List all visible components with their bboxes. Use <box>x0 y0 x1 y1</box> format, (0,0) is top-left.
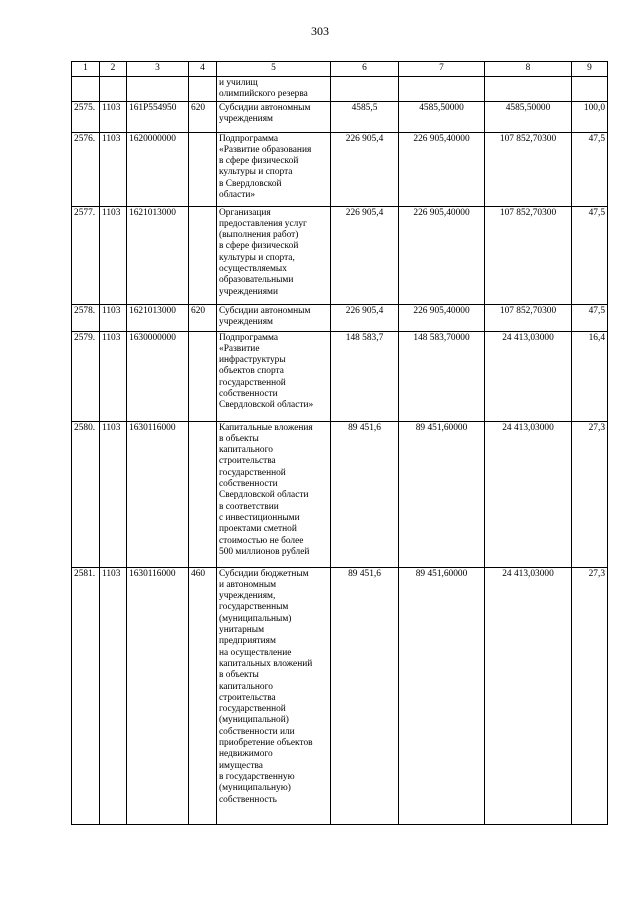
row-number: 2575. <box>72 101 100 132</box>
col6-value: 226 905,4 <box>331 132 399 206</box>
target-code <box>127 77 189 102</box>
col8-value: 4585,50000 <box>485 101 572 132</box>
col6-value: 89 451,6 <box>331 421 399 567</box>
table-row <box>72 304 608 331</box>
col8-value: 24 413,03000 <box>485 421 572 567</box>
col8-value <box>485 77 572 102</box>
col9-value: 16,4 <box>572 331 608 421</box>
expense-type: 620 <box>189 304 217 331</box>
expense-type: 460 <box>189 567 217 824</box>
target-code: 1621013000 <box>127 304 189 331</box>
col6-value <box>331 77 399 102</box>
section-code: 1103 <box>100 304 127 331</box>
expense-type <box>189 331 217 421</box>
expense-type: 620 <box>189 101 217 132</box>
table-row <box>72 101 608 132</box>
expense-type <box>189 132 217 206</box>
section-code: 1103 <box>100 206 127 304</box>
table-row <box>72 567 608 824</box>
budget-table <box>71 61 608 825</box>
col7-value: 89 451,60000 <box>399 567 485 824</box>
section-code: 1103 <box>100 331 127 421</box>
col6-value: 226 905,4 <box>331 206 399 304</box>
col7-value: 4585,50000 <box>399 101 485 132</box>
target-code: 1620000000 <box>127 132 189 206</box>
expense-type <box>189 421 217 567</box>
col6-value: 89 451,6 <box>331 567 399 824</box>
section-code: 1103 <box>100 421 127 567</box>
col7-value: 148 583,70000 <box>399 331 485 421</box>
col9-value: 27,3 <box>572 421 608 567</box>
col8-value: 107 852,70300 <box>485 304 572 331</box>
section-code: 1103 <box>100 567 127 824</box>
column-header: 7 <box>399 62 485 77</box>
col8-value: 24 413,03000 <box>485 331 572 421</box>
item-name: Организация предоставления услуг (выполнения работ) в сфере физической культуры и спорта, осуществляемых образовательными учреждениями <box>217 206 331 304</box>
row-number: 2581. <box>72 567 100 824</box>
table-row <box>72 331 608 421</box>
target-code: 1630000000 <box>127 331 189 421</box>
expense-type <box>189 206 217 304</box>
col9-value: 47,5 <box>572 206 608 304</box>
item-name: Подпрограмма «Развитие инфраструктуры объектов спорта государственной собственности Свердловской области» <box>217 331 331 421</box>
table-row <box>72 132 608 206</box>
item-name: Подпрограмма «Развитие образования в сфере физической культуры и спорта в Свердловской области» <box>217 132 331 206</box>
col6-value: 4585,5 <box>331 101 399 132</box>
col6-value: 148 583,7 <box>331 331 399 421</box>
row-number <box>72 77 100 102</box>
row-number: 2578. <box>72 304 100 331</box>
col9-value: 47,5 <box>572 304 608 331</box>
col6-value: 226 905,4 <box>331 304 399 331</box>
column-header: 1 <box>72 62 100 77</box>
col7-value <box>399 77 485 102</box>
expense-type <box>189 77 217 102</box>
target-code: 1621013000 <box>127 206 189 304</box>
column-header: 2 <box>100 62 127 77</box>
col8-value: 107 852,70300 <box>485 206 572 304</box>
col9-value: 100,0 <box>572 101 608 132</box>
table-row <box>72 206 608 304</box>
column-header: 4 <box>189 62 217 77</box>
section-code <box>100 77 127 102</box>
target-code: 1630116000 <box>127 421 189 567</box>
table-row <box>72 421 608 567</box>
table-header-row <box>72 62 608 77</box>
row-number: 2576. <box>72 132 100 206</box>
item-name: Субсидии автономным учреждениям <box>217 101 331 132</box>
column-header: 9 <box>572 62 608 77</box>
item-name: Субсидии автономным учреждениям <box>217 304 331 331</box>
col8-value: 24 413,03000 <box>485 567 572 824</box>
column-header: 5 <box>217 62 331 77</box>
col9-value <box>572 77 608 102</box>
row-number: 2577. <box>72 206 100 304</box>
target-code: 161P554950 <box>127 101 189 132</box>
column-header: 3 <box>127 62 189 77</box>
col7-value: 226 905,40000 <box>399 304 485 331</box>
row-number: 2579. <box>72 331 100 421</box>
section-code: 1103 <box>100 101 127 132</box>
col7-value: 89 451,60000 <box>399 421 485 567</box>
col9-value: 47,5 <box>572 132 608 206</box>
col8-value: 107 852,70300 <box>485 132 572 206</box>
col7-value: 226 905,40000 <box>399 206 485 304</box>
col7-value: 226 905,40000 <box>399 132 485 206</box>
item-name: Капитальные вложения в объекты капитального строительства государственной собственности Свердловской области в соответствии с инвестиционными проектами сметной стоимостью не более 500 миллионов рублей <box>217 421 331 567</box>
item-name: Субсидии бюджетным и автономным учреждениям, государственным (муниципальным) унитарным предприятиям на осуществление капитальных вложений в объекты капитального строительства государственной (муниципальной) собственности или приобретение объектов недвижимого имущества в государственную (муниципальную) собственность <box>217 567 331 824</box>
column-header: 6 <box>331 62 399 77</box>
item-name: и училищ олимпийского резерва <box>217 77 331 102</box>
col9-value: 27,3 <box>572 567 608 824</box>
target-code: 1630116000 <box>127 567 189 824</box>
table-row <box>72 77 608 102</box>
page-number: 303 <box>311 24 329 38</box>
column-header: 8 <box>485 62 572 77</box>
section-code: 1103 <box>100 132 127 206</box>
row-number: 2580. <box>72 421 100 567</box>
